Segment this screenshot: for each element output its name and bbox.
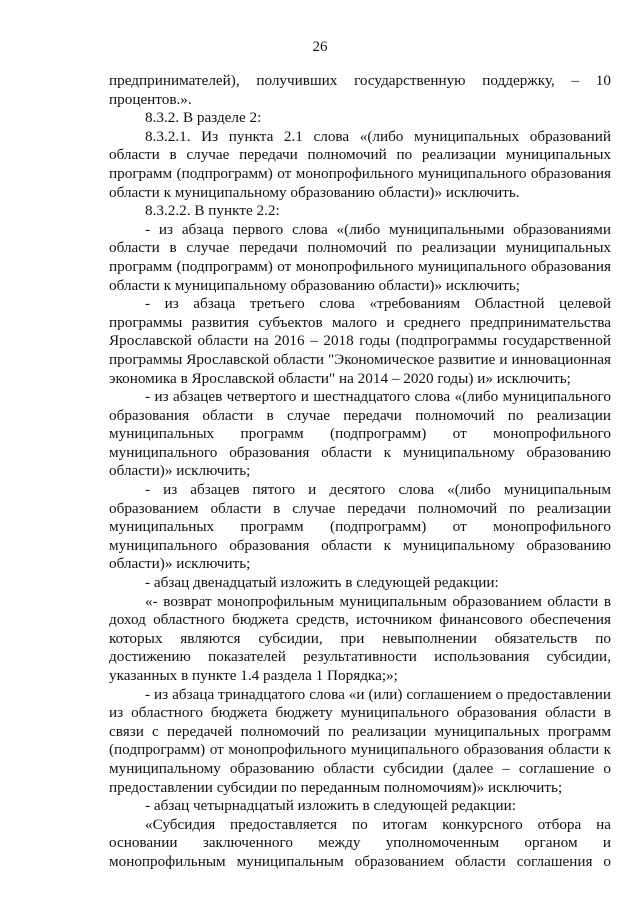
paragraph: «Субсидия предоставляется по итогам конкурсного отбора на основании заключенного между уполномоченным органом и монопрофильным муниципальным образованием области соглашения о xyxy=(109,815,611,870)
paragraph: 8.3.2. В разделе 2: xyxy=(145,109,262,127)
document-body xyxy=(109,72,611,872)
paragraph: 8.3.2.2. В пункте 2.2: xyxy=(145,202,280,220)
paragraph: - из абзацев пятого и десятого слова «(либо муниципальным образованием области в случае передачи полномочий по реализации муниципальных программ (подпрограмм) от монопрофильного муниципального образования области к муниципальному образованию области)» исключить; xyxy=(109,481,611,573)
paragraph: - абзац четырнадцатый изложить в следующей редакции: xyxy=(145,797,516,815)
paragraph: - из абзаца третьего слова «требованиям Областной целевой программы развития субъектов малого и среднего предпринимательства Ярославской области на 2016 – 2018 годы (подпрограммы государственной программы Ярославской области "Экономическое развитие и инновационная экономика в Ярославской области" на 2014 – 2020 годы) и» исключить; xyxy=(109,295,611,387)
paragraph: предпринимателей), получивших государственную поддержку, – 10 процентов.». xyxy=(109,72,611,108)
paragraph: 8.3.2.1. Из пункта 2.1 слова «(либо муниципальных образований области в случае передачи полномочий по реализации муниципальных программ (подпрограмм) от монопрофильного муниципального образования области к муниципальному образованию области)» исключить. xyxy=(109,127,611,201)
paragraph: - из абзаца тринадцатого слова «и (или) соглашением о предоставлении из областного бюджета бюджету муниципального образования области в связи с передачей полномочий по реализации муниципальных программ (подпрограмм) от монопрофильного муниципального образования области к муниципальному образованию области субсидии (далее – соглашение о предоставлении субсидии по переданным полномочиям)» исключить; xyxy=(109,685,611,796)
page-number: 26 xyxy=(312,39,328,55)
paragraph: - абзац двенадцатый изложить в следующей редакции: xyxy=(145,574,499,592)
paragraph: - из абзаца первого слова «(либо муниципальными образованиями области в случае передачи полномочий по реализации муниципальных программ (подпрограмм) от монопрофильного муниципального образования области к муниципальному образованию области)» исключить; xyxy=(109,220,611,294)
paragraph: «- возврат монопрофильным муниципальным образованием области в доход областного бюджета средств, источником финансового обеспечения которых являются субсидии, при невыполнении обязательств по достижению показателей результативности использования субсидии, указанных в пункте 1.4 раздела 1 Порядка;»; xyxy=(109,592,611,684)
paragraph: - из абзацев четвертого и шестнадцатого слова «(либо муниципального образования области в случае передачи полномочий по реализации муниципальных программ (подпрограмм) от монопрофильного муниципального образования области к муниципальному образованию области)» исключить; xyxy=(109,388,611,480)
